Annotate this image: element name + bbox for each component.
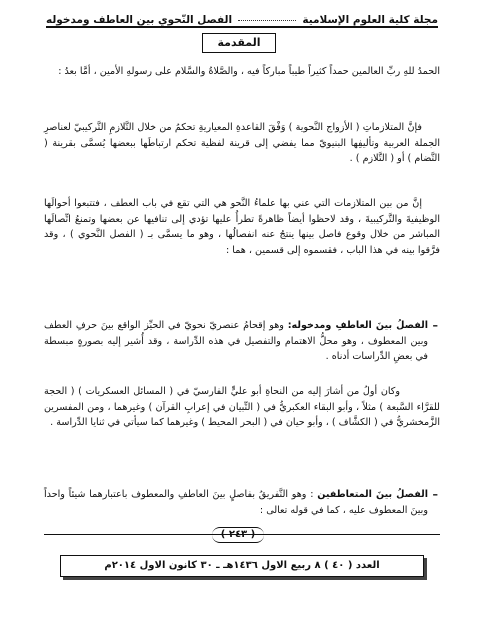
bullet-marker: – [432, 319, 438, 332]
bullet-text: وهو إقحامُ عنصريّ نحويّ في الحيِّز الواقع بينَ حرفِ العطف وبين المعطوف ، وهو محلُّ الاهتمام والتفصيل في هذه الدِّراسة ، وقد أُشير إليه بصورةٍ مبسطة في بعضِ الدِّراسات أدناه . [44, 320, 428, 363]
bullet-marker: – [432, 488, 438, 501]
bullet-text: : وهو التَّفريقُ بفاصلٍ بينَ العاطفِ والمعطوف باعتبارهما شيئاً واحداً وبينَ المعطوف عليه ، كما في قوله تعالى : [44, 489, 428, 516]
paragraph-nuhat: وكان أولُ من أشارَ إليه من النحاةِ أبو عليٍّ الفارسيّ في ( المسائل العسكريات ) ( الحجة للقرَّاء السَّبعة ) مثلاً ، وأبو البقاء العكبريُّ في ( التِّبيان في إعرابِ القرآن ) وغيرهما ، ومن المفسرين الزَّمخشريُّ في ( الكشَّاف ) ، وأبو حيان في ( البحر المحيط ) وغيرهما كما سيأتي في ثنايا الدِّراسة . [44, 386, 440, 429]
paragraph-atf: إنَّ من بين المتلازمات التي عني بها علماءُ النَّحو هي التي تقع في باب العطف ، فتتبعوا أحوالَها الوظيفيةَ والتَّركيبيةَ ، وقد لاحظوا أيضاً ظاهرةً تطرأُ عليها تؤدي إلى تنافيها عن بعضها وتمنعُ اتِّصالَها المباشر من خلال وقوع فاصل بينها ينتجُ عنه انفصالُها ، وهو ما يسمَّى بـ ( الفصل النَّحوي ) ، وقد فرَّقوا بينه في هذا الباب ، فقسموه إلى قسمين ، هما : [44, 198, 440, 256]
section-title: المقدمة [202, 33, 276, 53]
header-dots [238, 20, 296, 21]
bullet-label: الفصلُ بينَ العاطفِ ومدخوله: [287, 320, 428, 331]
journal-name: مجلة كلية العلوم الإسلامية [302, 14, 438, 26]
paragraph-intro: الحمدُ للهِ ربِّ العالمين حمداً كثيراً طيباً مباركاً فيه ، والصَّلاةُ والسَّلام على رسولهِ الأمين ، أمَّا بعدُ : [58, 66, 440, 77]
article-title: الفصل النّحوي بين العاطف ومدخوله [46, 14, 233, 26]
paragraph-mutalazimat: فإنَّ المتلازماتِ ( الأزواج النَّحوية ) وَفْقَ القاعدةِ المعياريةِ تحكمُ من خلال التَّلازمِ التَّركيبيّ لعناصرِ الجملة العربية وتأليفِها البنيويّ مما يفضي إلى قرينة لفظية تحكم ارتباطَها ببعضها يُسمَّى بقرينة ( التَّضام ) أو ( التَّلازم ) . [44, 122, 440, 165]
running-header [46, 6, 438, 28]
issue-footer: العدد ( ٤٠ ) ٨ ربيع الاول ١٤٣٦هـ ـ ٣٠ كانون الاول ٢٠١٤م [60, 555, 424, 577]
bullet-label: الفصلُ بينَ المتعاطفين [317, 489, 428, 500]
bullet-fasl-atif [44, 318, 428, 365]
bullet-mutaatifayn [44, 487, 428, 518]
page-number: ( ٢٤٣ ) [212, 527, 264, 543]
